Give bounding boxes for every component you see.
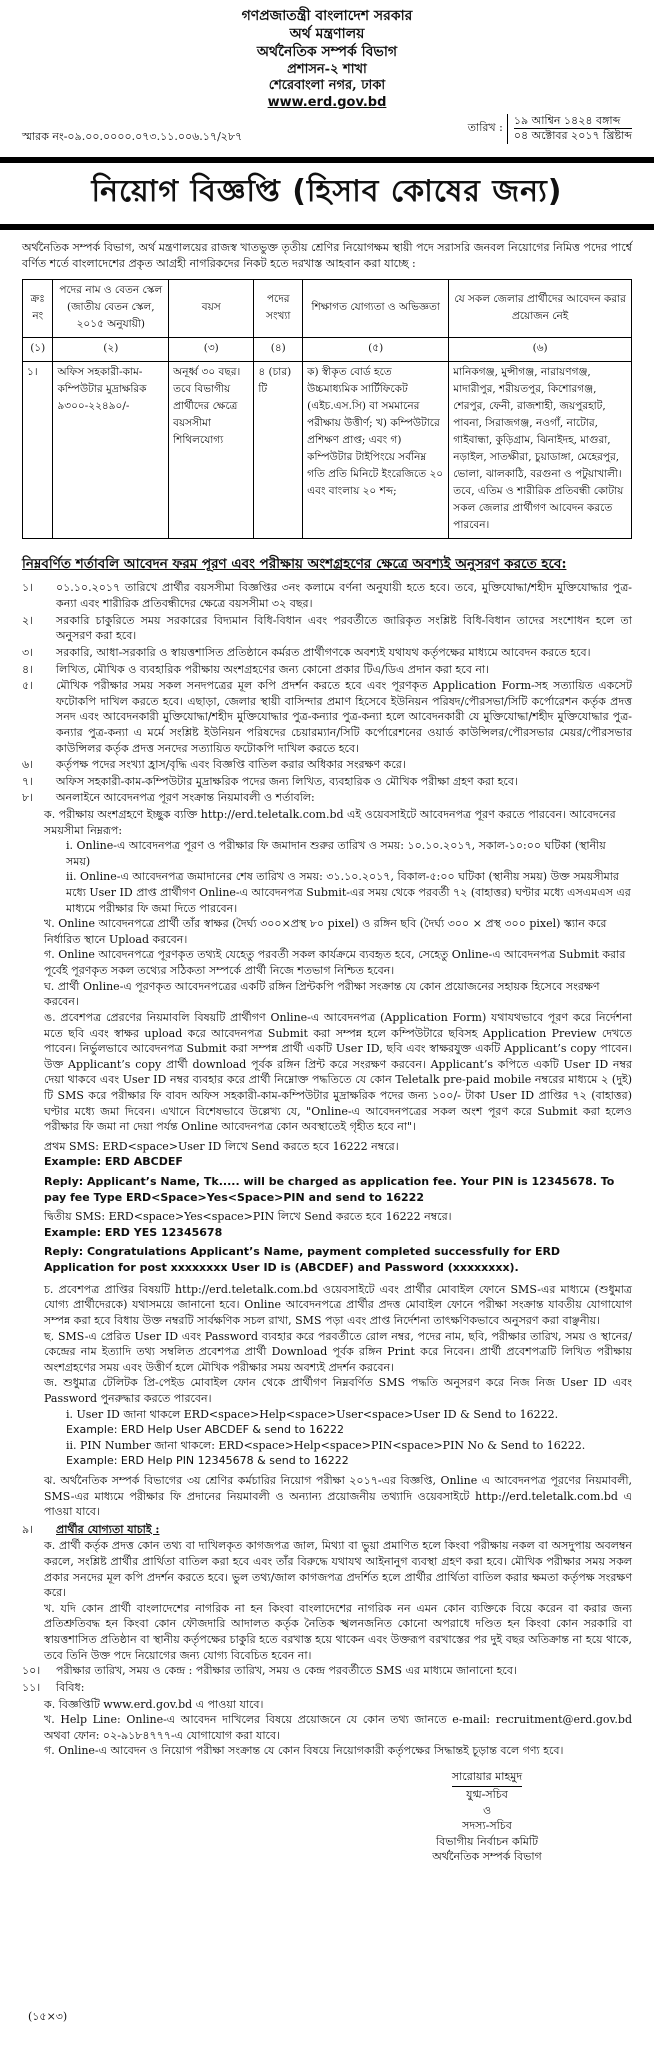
table-header: ক্রঃ নং xyxy=(23,280,53,338)
list-item: ৪। লিখিত, মৌখিক ও ব্যবহারিক পরীক্ষায় অংশগ্রহণের জন্য কোনো প্রকার টিএ/ডিএ প্রদান করা হবে না। xyxy=(22,662,490,676)
eligibility-ka: ক. প্রার্থী কর্তৃক প্রদত্ত কোন তথ্য বা দাখিলকৃত কাগজপত্র জাল, মিথ্যা বা ভুয়া প্রমাণিত হলে কিংবা পরীক্ষায় নকল বা অসদুপায় অবলম্বন করলে, সংশ্লিষ্ট প্রার্থীর প্রার্থিতা বাতিল করা হবে এবং তাঁর বিরুদ্ধে যথাযথ আইনানুগ ব্যবস্থা গ্রহণ করা হবে। মৌখিক পরীক্ষার সময় সকল প্রকার সনদের মূল কপি প্রদর্শন করতে হবে। ভুল তথ্য/জাল কাগজপত্র প্রদর্শিত হলে প্রার্থীর প্রার্থিতা বাতিল করার ক্ষমতা কর্তৃপক্ষ সংরক্ষণ করে। xyxy=(44,1539,632,1600)
table-header: বয়স xyxy=(169,280,254,338)
online-rule-chha: ছ. SMS-এ প্রেরিত User ID এবং Password ব্যবহার করে পরবর্তীতে রোল নম্বর, পদের নাম, ছবি, পরীক্ষার তারিখ, সময় ও স্থানের/কেন্দ্রের নাম ইত্যাদি তথ্য সম্বলিত প্রবেশপত্র প্রার্থী Download পূর্বক রঙ্গিন Print করে নিবেন। প্রার্থী প্রবেশপত্রটি লিখিত পরীক্ষায় অংশগ্রহণের সময় এবং উত্তীর্ণ হলে মৌখিক পরীক্ষার সময় অবশ্যই প্রদর্শন করবেন। xyxy=(44,1329,632,1374)
address: শেরেবাংলা নগর, ঢাকা xyxy=(268,78,386,94)
conditions-title: নিম্নবর্ণিত শর্তাবলি আবেদন ফরম পূরণ এবং পরীক্ষায় অংশগ্রহণের ক্ষেত্রে অবশ্যই অনুসরণ করতে হবে: xyxy=(22,556,567,573)
online-rule-ii: ii. Online-এ আবেদনপত্র জমাদানের শেষ তারিখ ও সময়: ৩১.১০.২০১৭, বিকাল-৫:০০ ঘটিকা (স্থানীয় সময়) উক্ত সময়সীমার মধ্যে User ID প্রাপ্ত প্রার্থীগণ Online-এ আবেদনপত্র Submit-এর সময় থেকে পরবর্তী ৭২ (বাহাত্তর) ঘণ্টার মধ্যে এসএমএস এর মাধ্যমে পরীক্ষার ফি জমা দিতে পারবেন। xyxy=(66,870,631,915)
online-rule-kha: খ. Online আবেদনপত্রে প্রার্থী তাঁর স্বাক্ষর (দৈর্ঘ্য ৩০০×প্রস্থ ৮০ pixel) ও রঙ্গিন ছবি (দৈর্ঘ্য ৩০০ × প্রস্থ ৩০০ pixel) স্ক্যান করে নির্ধারিত স্থানে Upload করবেন। xyxy=(44,917,607,946)
list-item: ৯। প্রার্থীর যোগ্যতা যাচাই : xyxy=(22,1522,160,1536)
list-item: ৭। অফিস সহকারী-কাম-কম্পিউটার মুদ্রাক্ষরিক পদের জন্য লিখিত, ব্যবহারিক ও মৌখিক পরীক্ষা গ্রহণ করা হবে। xyxy=(22,774,518,788)
footer-code: (১৫×৩) xyxy=(28,2010,68,2023)
online-rule-gha: ঘ. প্রার্থী Online-এ পূরণকৃত আবেদনপত্রের একটি রঙ্গিন প্রিন্টকপি পরীক্ষা সংক্রান্ত যে কোন প্রয়োজনের সহায়ক হিসেবে সংরক্ষণ করবেন। xyxy=(44,979,600,1009)
sms-reply-2: Reply: Congratulations Applicant’s Name, payment completed successfully for ERD Application for post xxxxxxxx User ID is (ABCDEF) and Password (xxxxxxxx). xyxy=(44,1245,561,1275)
online-rule-i: i. Online-এ আবেদনপত্র পূরণ ও পরীক্ষার ফি জমাদান শুরুর তারিখ ও সময়: ১০.১০.২০১৭, সকাল-১০:০০ ঘটিকা (স্থানীয় সময়) xyxy=(66,839,606,868)
vacancy-table xyxy=(22,279,632,539)
table-header: পদের সংখ্যা xyxy=(254,280,303,338)
memo-date xyxy=(468,114,632,145)
intro-paragraph: অর্থনৈতিক সম্পর্ক বিভাগ, অর্থ মন্ত্রণালয়ের রাজস্ব খাতভুক্ত তৃতীয় শ্রেণির নিয়োগক্ষম স্থায়ী পদে সরাসরি জনবল নিয়োগের নিমিত্ত পদের পার্শ্বে বর্ণিত শর্তে বাংলাদেশের প্রকৃত আগ্রহী নাগরিকদের নিকট হতে দরখাস্ত আহবান করা যাচ্ছে : xyxy=(22,240,632,270)
table-header: পদের নাম ও বেতন স্কেল (জাতীয় বেতন স্কেল, ২০১৫ অনুযায়ী) xyxy=(53,280,169,338)
date-label: তারিখ : xyxy=(467,121,503,135)
online-rule-ja: জ. শুধুমাত্র টেলিটক প্রি-পেইড মোবাইল ফোন থেকে প্রার্থীগণ নিম্নবর্ণিত SMS পদ্ধতি অনুসরণ করে নিজ নিজ User ID এবং Password পুনরুদ্ধার করতে পারবেন। xyxy=(44,1376,632,1405)
cell-count: ৪ (চার) টি xyxy=(254,362,303,539)
online-rule-jha: ঝ. অর্থনৈতিক সম্পর্ক বিভাগের ৩য় শ্রেণির কর্মচারির নিয়োগ পরীক্ষা ২০১৭-এর বিজ্ঞপ্তি, Online এ আবেদনপত্র পূরণের নিয়মাবলী, SMS-এর মাধ্যমে পরীক্ষার ফি প্রদানের নিয়মাবলী ও অন্যান্য প্রয়োজনীয় তথ্যাদি ওয়েবসাইটে http://erd.teletalk.com.bd এ পাওয়া যাবে। xyxy=(44,1473,632,1519)
online-rules xyxy=(44,807,632,1520)
memo-row xyxy=(22,114,632,147)
list-item: ৮। অনলাইনে আবেদনপত্র পূরণ সংক্রান্ত নিয়মাবলী ও শর্তাবলি: xyxy=(22,791,315,805)
recovery-pin-example: Example: ERD Help PIN 12345678 & send to 16222 xyxy=(66,1454,349,1468)
online-rule-umo: ঙ. প্রবেশপত্র প্রেরণের নিয়মাবলি বিষয়টি প্রার্থীগণ Online-এ আবেদনপত্র (Application Form) যথাযথভাবে পূরণ করে নির্দেশনা মতে ছবি এবং স্বাক্ষর upload করে আবেদনপত্র Submit করা সম্পন্ন হলে কম্পিউটারে ছবিসহ Application Preview দেখতে পাবেন। নির্ভুলভাবে আবেদনপত্র Submit করা সম্পন্ন প্রার্থী একটি User ID, ছবি এবং স্বাক্ষরযুক্ত একটি Applicant’s copy পাবেন। উক্ত Applicant’s copy প্রার্থী download পূর্বক রঙ্গিন প্রিন্ট করে সংরক্ষণ করবেন। Applicant’s কপিতে একটি User ID নম্বর দেয়া থাকবে এবং User ID নম্বর ব্যবহার করে প্রার্থী নিম্নোক্ত পদ্ধতিতে যে কোন Teletalk pre-paid mobile নম্বরের মাধ্যমে ২ (দুই) টি SMS করে পরীক্ষার ফি বাবদ অফিস সহকারী-কাম-কম্পিউটার মুদ্রাক্ষরিক পদের জন্য ১০০/- টাকা User ID প্রাপ্তির ৭২ (বাহাত্তর) ঘণ্টার মধ্যে জমা দিবেন। এখানে বিশেষভাবে উল্লেখ্য যে, "Online-এ আবেদনপত্রের সকল অংশ পূরণ করে Submit করা হলেও পরীক্ষার ফি জমা না দেয়া পর্যন্ত Online আবেদনপত্র কোন অবস্থাতেই গৃহীত হবে না"। xyxy=(44,1010,632,1134)
list-item: ১১। বিবিধ: xyxy=(22,1680,85,1694)
misc-ga: গ. Online-এ আবেদন ও নিয়োগ পরীক্ষা সংক্রান্ত যে কোন বিষয়ে নিয়োগকারী কর্তৃপক্ষের সিদ্ধান্তই চূড়ান্ত বলে গণ্য হবে। xyxy=(44,1744,564,1758)
list-item: ৩। সরকারি, আধা-সরকারি ও স্বায়ত্তশাসিত প্রতিষ্ঠানে কর্মরত প্রার্থীগণকে অবশ্যই যথাযথ কর্তৃপক্ষের মাধ্যমে আবেদন করতে হবে। xyxy=(22,645,591,659)
notice-banner xyxy=(0,157,654,230)
date-bangla: ১৯ আশ্বিন ১৪২৪ বঙ্গাব্দ xyxy=(514,114,632,130)
signatory-name: সারোয়ার মাহমুদ xyxy=(452,1769,522,1787)
letterhead xyxy=(22,0,632,112)
table-header-row xyxy=(23,280,632,338)
column-number: (৬) xyxy=(449,338,632,362)
branch-name: প্রশাসন-২ শাখা xyxy=(287,61,367,77)
date-english: ০৪ অক্টোবর ২০১৭ খ্রিষ্টাব্দ xyxy=(513,129,632,143)
list-item: ৬। কর্তৃপক্ষ পদের সংখ্যা হ্রাস/বৃদ্ধি এবং বিজ্ঞপ্তি বাতিল করার অধিকার সংরক্ষণ করে। xyxy=(22,758,406,772)
list-item: ২। সরকারি চাকুরিতে সময় সরকারের বিদ্যমান বিধি-বিধান এবং পরবর্তীতে জারিকৃত সংশ্লিষ্ট বিধি-বিধান তাদের সংশোধন হলে তা অনুসরণ করা হবে। xyxy=(22,613,632,643)
cell-post: অফিস সহকারী-কাম-কম্পিউটার মুদ্রাক্ষরিক ৯৩০০-২২৪৯০/- xyxy=(53,362,169,539)
column-number: (২) xyxy=(53,338,169,362)
recovery-user-id: i. User ID জানা থাকলে ERD<space>Help<space>User<space>User ID & Send to 16222. xyxy=(66,1407,559,1421)
notice-title: নিয়োগ বিজ্ঞপ্তি (হিসাব কোষের জন্য) xyxy=(91,173,563,209)
misc-kha: খ. Help Line: Online-এ আবেদন দাখিলের বিষয়ে প্রয়োজনে যে কোন তথ্য জানতে e-mail: recruitment@erd.gov.bd অথবা ফোন: ০২-৯১৮৪৭৭৭-এ যোগাযোগ করা যাবে। xyxy=(44,1713,632,1742)
sms-step-1: প্রথম SMS: ERD<space>User ID লিখে Send করতে হবে 16222 নম্বরে। xyxy=(44,1139,399,1153)
column-number: (১) xyxy=(23,338,53,362)
signatory-title: যুগ্ম-সচিব xyxy=(466,1788,508,1802)
sms-example-2: Example: ERD YES 12345678 xyxy=(44,1225,223,1239)
sms-example-1: Example: ERD ABCDEF xyxy=(44,1155,183,1169)
signatory-role: সদস্য-সচিব xyxy=(462,1819,512,1833)
table-row xyxy=(23,362,632,539)
misc-ka: ক. বিজ্ঞপ্তিটি www.erd.gov.bd এ পাওয়া যাবে। xyxy=(44,1697,264,1711)
ministry-name: অর্থ মন্ত্রণালয় xyxy=(289,25,365,42)
division-name: অর্থনৈতিক সম্পর্ক বিভাগ xyxy=(256,43,398,60)
sms-step-2: দ্বিতীয় SMS: ERD<space>Yes<space>PIN লিখে Send করতে হবে 16222 নম্বরে। xyxy=(44,1210,452,1224)
online-rule-ka: ক. পরীক্ষায় অংশগ্রহণে ইচ্ছুক ব্যক্তি http://erd.teletalk.com.bd এই ওয়েবসাইটে আবেদনপত্র পূরণ করতে পারবেন। আবেদনের সময়সীমা নিম্নরূপ: xyxy=(44,808,616,837)
signatory-committee: বিভাগীয় নির্বাচন কমিটি xyxy=(435,1834,539,1848)
signatory-and: ও xyxy=(482,1803,492,1817)
list-item: ১। ০১.১০.২০১৭ তারিখে প্রার্থীর বয়সসীমা বিজ্ঞপ্তির ৩নং কলামে বর্ণনা অনুযায়ী হতে হবে। তবে, মুক্তিযোদ্ধা/শহীদ মুক্তিযোদ্ধার পুত্র-কন্যা এবং শারীরিক প্রতিবন্ধীদের ক্ষেত্রে বয়সসীমা ৩২ বছর। xyxy=(22,581,632,611)
signatory-division: অর্থনৈতিক সম্পর্ক বিভাগ xyxy=(432,1849,542,1863)
table-header: শিক্ষাগত যোগ্যতা ও অভিজ্ঞতা xyxy=(303,280,449,338)
memo-number: স্মারক নং-০৯.০০.০০০০.০৭৩.১১.০০৬.১৭/২৮৭ xyxy=(22,129,243,143)
list-item: ১০। পরীক্ষার তারিখ, সময় ও কেন্দ্র : পরীক্ষার তারিখ, সময় ও কেন্দ্র পরবর্তীতে SMS এর মাধ্যমে জানানো হবে। xyxy=(22,1664,517,1678)
cell-serial: ১। xyxy=(23,362,53,539)
eligibility-kha: খ. যদি কোন প্রার্থী বাংলাদেশের নাগরিক না হন কিংবা বাংলাদেশের নাগরিক নন এমন কোন ব্যক্তিকে বিয়ে করেন বা করার জন্য প্রতিশ্রুতিবদ্ধ হন কিংবা কোন ফৌজদারি আদালত কর্তৃক নৈতিক স্খলনজনিত কোনো অপরাধে দণ্ডিত হন কিংবা কোন সরকারি বা স্বায়ত্তশাসিত প্রতিষ্ঠান বা স্থানীয় কর্তৃপক্ষের চাকুরি হতে বরখাস্ত হয়ে থাকেন এবং উক্তরূপ বরখাস্তের পর দুই বছর অতিক্রান্ত না হয়ে থাকে, তবে তিনি উক্ত পদে নিয়োগের জন্য যোগ্য বিবেচিত হবেন না। xyxy=(44,1601,632,1662)
sms-reply-1: Reply: Applicant’s Name, Tk..... will be charged as application fee. Your PIN is 12345678. To pay fee Type ERD<Space>Yes<Space>PIN and send to 16222 xyxy=(44,1175,615,1204)
cell-qualification: ক) স্বীকৃত বোর্ড হতে উচ্চমাধ্যমিক সার্টিফিকেট (এইচ.এস.সি) বা সমমানের পরীক্ষায় উত্তীর্ণ; খ) কম্পিউটারে প্রশিক্ষণ প্রাপ্ত; এবং গ) কম্পিউটার টাইপিংয়ে সর্বনিম্ন গতি প্রতি মিনিটে ইংরেজিতে ২০ এবং বাংলায় ২০ শব্দ; xyxy=(303,362,449,539)
column-number: (৩) xyxy=(169,338,254,362)
cell-age: অনূর্ধ্ব ৩০ বছর। তবে বিভাগীয় প্রার্থীদের ক্ষেত্রে বয়সসীমা শিথিলযোগ্য xyxy=(169,362,254,539)
website-link[interactable]: www.erd.gov.bd xyxy=(267,94,387,110)
cell-districts: মানিকগঞ্জ, মুন্সীগঞ্জ, নারায়ণগঞ্জ, মাদারীপুর, শরীয়তপুর, কিশোরগঞ্জ, শেরপুর, ফেনী, রাজশাহী, জয়পুরহাট, পাবনা, সিরাজগঞ্জ, নওগাঁ, নাটোর, গাইবান্ধা, কুড়িগ্রাম, ঝিনাইদহ, মাগুরা, নড়াইল, সাতক্ষীরা, চুয়াডাঙ্গা, মেহেরপুর, ভোলা, ঝালকাঠি, বরগুনা ও পটুয়াখালী। তবে, এতিম ও শারীরিক প্রতিবন্ধী কোটায় সকল জেলার প্রার্থীগণ আবেদন করতে পারবেন। xyxy=(449,362,632,539)
column-number: (৫) xyxy=(303,338,449,362)
column-number: (৪) xyxy=(254,338,303,362)
table-number-row xyxy=(23,338,632,362)
recovery-user-id-example: Example: ERD Help User ABCDEF & send to 16222 xyxy=(66,1423,344,1437)
table-header: যে সকল জেলার প্রার্থীদের আবেদন করার প্রয়োজন নেই xyxy=(449,280,632,338)
conditions-list xyxy=(22,580,632,1758)
signature-block xyxy=(382,1769,592,1864)
list-item: ৫। মৌখিক পরীক্ষার সময় সকল সনদপত্রের মূল কপি প্রদর্শন করতে হবে এবং পূরণকৃত Application Form-সহ সত্যায়িত একসেট ফটোকপি দাখিল করতে হবে। এছাড়া, জেলার স্থায়ী বাসিন্দার প্রমাণ হিসেবে ইউনিয়ন পরিষদ/পৌরসভা/সিটি কর্পোরেশন কর্তৃক প্রদত্ত সনদ এবং আবেদনকারী মুক্তিযোদ্ধা/শহীদ মুক্তিযোদ্ধার পুত্র-কন্যার পুত্র-কন্যা হলে আবেদনকারী যে মুক্তিযোদ্ধা/শহীদ মুক্তিযোদ্ধার পুত্র-কন্যার পুত্র-কন্যা এ মর্মে সংশ্লিষ্ট ইউনিয়ন পরিষদের চেয়ারম্যান/সিটি কর্পোরেশনের ওয়ার্ড কাউন্সিলর/পৌরসভার মেয়র/পৌরসভার কাউন্সিলর কর্তৃক প্রদত্ত সনদের সত্যায়িত ফটোকপি দাখিল করতে হবে। xyxy=(22,679,632,755)
government-name: গণপ্রজাতন্ত্রী বাংলাদেশ সরকার xyxy=(241,8,413,24)
recovery-pin: ii. PIN Number জানা থাকলে: ERD<space>Help<space>PIN<space>PIN No & Send to 16222. xyxy=(66,1438,586,1452)
online-rule-ga: গ. Online আবেদনপত্রে পূরণকৃত তথ্যই যেহেতু পরবর্তী সকল কার্যক্রমে ব্যবহৃত হবে, সেহেতু Online-এ আবেদনপত্র Submit করার পূর্বেই পূরণকৃত সকল তথ্যের সঠিকতা সম্পর্কে প্রার্থী নিজে শতভাগ নিশ্চিত হবেন। xyxy=(44,948,626,978)
online-rule-cha: চ. প্রবেশপত্র প্রাপ্তির বিষয়টি http://erd.teletalk.com.bd ওয়েবসাইটে এবং প্রার্থীর মোবাইল ফোনে SMS-এর মাধ্যমে (শুধুমাত্র যোগ্য প্রার্থীদেরকে) যথাসময়ে জানানো হবে। Online আবেদনপত্রে প্রার্থীর প্রদত্ত মোবাইল ফোনে পরীক্ষা সংক্রান্ত যাবতীয় যোগাযোগ সম্পন্ন করা হবে বিধায় উক্ত নম্বরটি সার্বক্ষণিক সচল রাখা, SMS পড়া এবং প্রাপ্ত নির্দেশনা তাৎক্ষণিকভাবে অনুসরণ করা বাঞ্ছনীয়। xyxy=(44,1282,632,1327)
